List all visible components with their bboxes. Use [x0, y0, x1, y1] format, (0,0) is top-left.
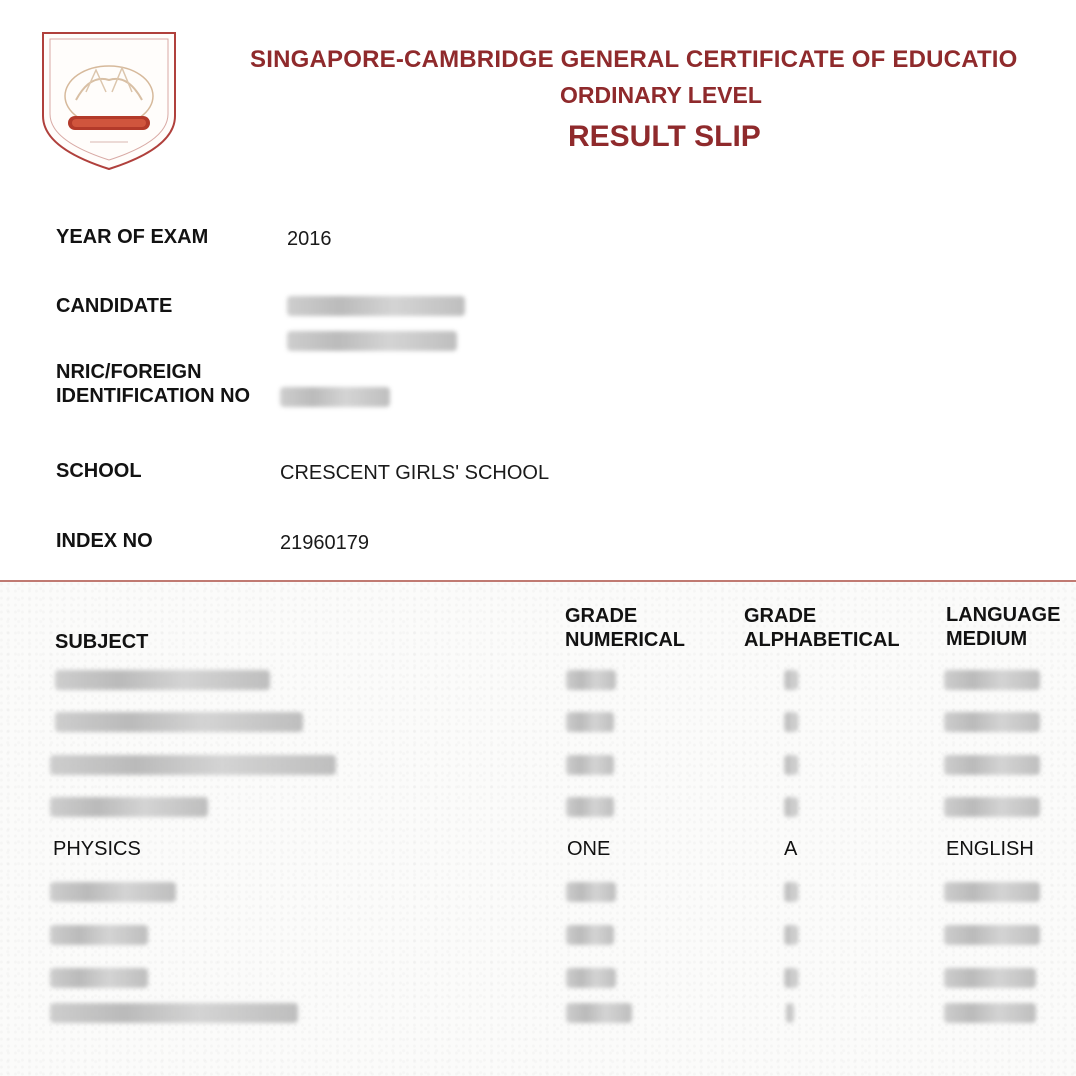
subject-cell: PHYSICS [53, 838, 141, 860]
nric-label-line1: NRIC/FOREIGN [56, 361, 202, 383]
redacted-grade [566, 670, 616, 690]
redacted-alpha [784, 882, 798, 902]
redacted-subject [50, 925, 148, 945]
redacted-subject [55, 670, 270, 690]
redacted-medium [944, 968, 1036, 988]
redacted-alpha [786, 1003, 794, 1023]
redacted-grade [566, 925, 614, 945]
redacted-subject [50, 797, 208, 817]
nric-label-line2: IDENTIFICATION NO [56, 385, 251, 407]
index-label: INDEX NO [56, 530, 153, 552]
candidate-label: CANDIDATE [56, 295, 173, 317]
redacted-grade [566, 797, 614, 817]
redacted-subject [55, 712, 303, 732]
crest-emblem-icon [40, 30, 178, 172]
header-grade-numerical-2: NUMERICAL [565, 629, 685, 651]
header-language-medium-1: LANGUAGE [946, 604, 1061, 626]
header-language-medium-2: MEDIUM [946, 628, 1028, 650]
redacted-alpha [784, 712, 798, 732]
table-row [0, 874, 1076, 908]
school-value: CRESCENT GIRLS' SCHOOL [280, 462, 550, 484]
redacted-medium [944, 712, 1040, 732]
redacted-grade [566, 968, 616, 988]
table-row [0, 789, 1076, 823]
redacted-medium [944, 670, 1040, 690]
certificate-level: ORDINARY LEVEL [560, 82, 762, 108]
redacted-grade [566, 712, 614, 732]
header-subject: SUBJECT [55, 631, 149, 653]
table-row [0, 662, 1076, 696]
candidate-name-redacted [287, 296, 465, 316]
redacted-medium [944, 882, 1040, 902]
redacted-grade [566, 1003, 632, 1023]
redacted-grade [566, 882, 616, 902]
candidate-name-redacted-line2 [287, 331, 457, 351]
year-label: YEAR OF EXAM [56, 226, 209, 248]
redacted-alpha [784, 670, 798, 690]
header-grade-alphabetical-1: GRADE [744, 605, 817, 627]
table-row [0, 704, 1076, 738]
table-row [0, 747, 1076, 781]
grade-alphabetical-cell: A [784, 838, 798, 860]
redacted-alpha [784, 968, 798, 988]
redacted-subject [50, 968, 148, 988]
redacted-medium [944, 755, 1040, 775]
year-value: 2016 [287, 228, 332, 250]
redacted-subject [50, 882, 176, 902]
redacted-subject [50, 1003, 298, 1023]
certificate-title: SINGAPORE-CAMBRIDGE GENERAL CERTIFICATE OF EDUCATIO [250, 46, 1018, 73]
redacted-subject [50, 755, 336, 775]
grade-numerical-cell: ONE [567, 838, 611, 860]
redacted-medium [944, 1003, 1036, 1023]
header-grade-numerical-1: GRADE [565, 605, 638, 627]
header-grade-alphabetical-2: ALPHABETICAL [744, 629, 900, 651]
document-heading: RESULT SLIP [568, 120, 761, 153]
school-label: SCHOOL [56, 460, 142, 482]
table-row [0, 832, 1076, 866]
index-value: 21960179 [280, 532, 369, 554]
redacted-alpha [784, 797, 798, 817]
nric-redacted [280, 387, 390, 407]
redacted-grade [566, 755, 614, 775]
table-row [0, 917, 1076, 951]
language-medium-cell: ENGLISH [946, 838, 1034, 860]
redacted-medium [944, 925, 1040, 945]
table-row [0, 960, 1076, 994]
table-row [0, 995, 1076, 1029]
redacted-alpha [784, 755, 798, 775]
redacted-medium [944, 797, 1040, 817]
redacted-alpha [784, 925, 798, 945]
results-table [0, 582, 1076, 1076]
